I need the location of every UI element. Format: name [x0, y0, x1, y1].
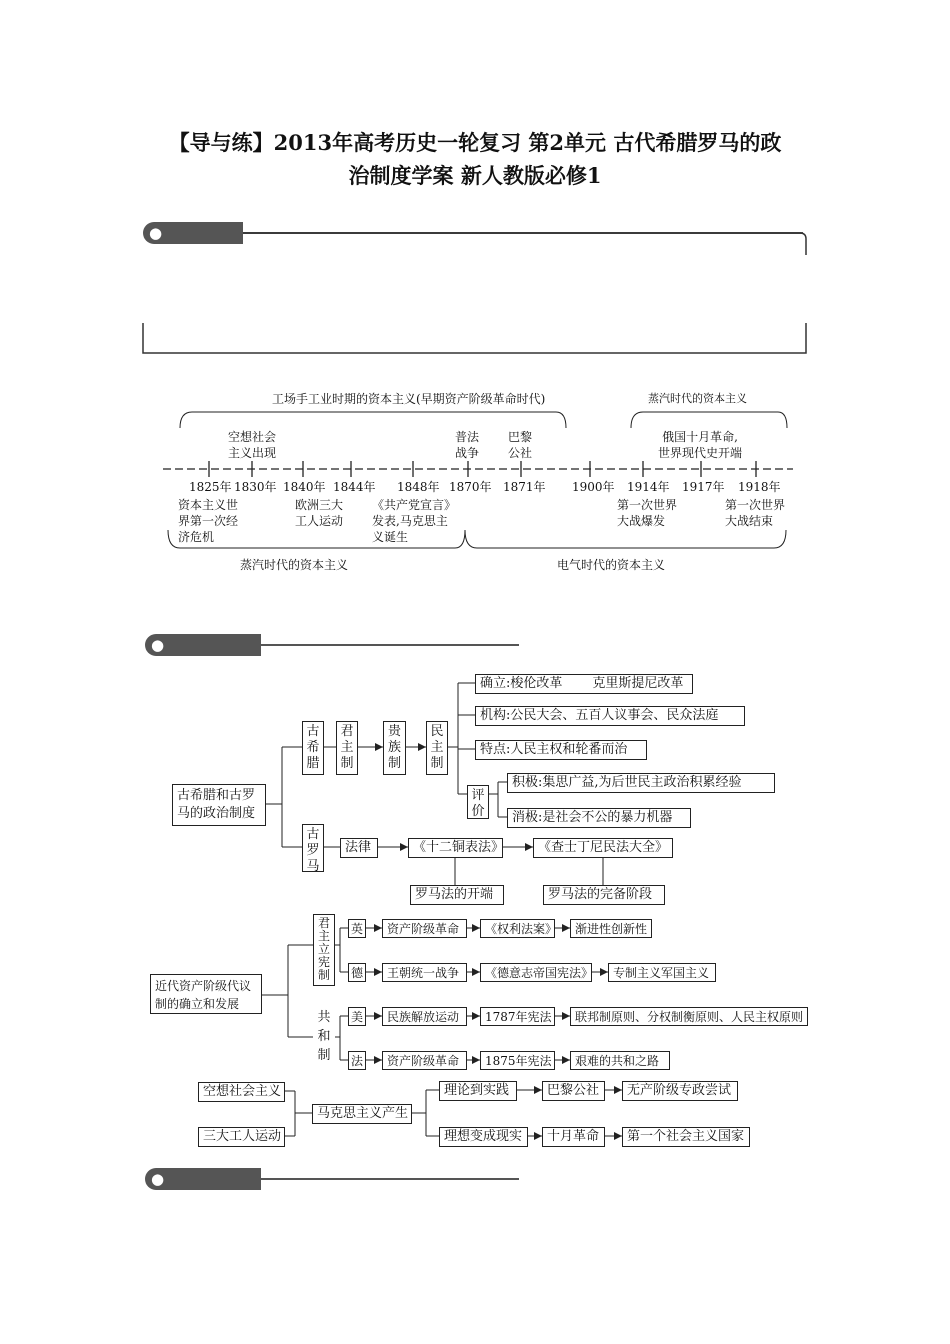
- era-top-left: 工场手工业时期的资本主义(早期资产阶级革命时代): [272, 392, 546, 406]
- year-label: 1830年: [234, 480, 277, 494]
- year-label: 1917年: [682, 480, 725, 494]
- year-label: 1844年: [333, 480, 376, 494]
- document-box: 《德意志帝国宪法》: [480, 963, 592, 982]
- event-above: 俄国十月革命, 世界现代史开端: [657, 430, 742, 460]
- section-framework-text: 框架结构: [151, 658, 171, 742]
- doc-title-line1: 【导与练】2013年高考历史一轮复习 第2单元 古代希腊罗马的政: [168, 130, 782, 155]
- rome-box: 古 罗 马: [302, 824, 324, 872]
- event-above: 普法 战争: [454, 430, 479, 460]
- event-above: 空想社会 主义出现: [227, 430, 276, 460]
- bullet-icon: ●: [151, 636, 169, 654]
- features-box: 特点:人民主权和轮番而治: [475, 740, 647, 760]
- root-ancient: 古希腊和古罗 马的政治制度: [172, 784, 266, 826]
- positive-box: 积极:集思广益,为后世民主政治积累经验: [507, 773, 775, 793]
- era-bottom-left: 蒸汽时代的资本主义: [240, 558, 349, 572]
- monarchy-box: 君 主 制: [336, 721, 358, 775]
- law-start-box: 罗马法的开端: [410, 885, 504, 905]
- evaluation-box: 评 价: [467, 785, 489, 819]
- result-box: 联邦制原则、分权制衡原则、人民主权原则: [570, 1007, 808, 1026]
- country-box: 美: [348, 1007, 366, 1026]
- aristocracy-box: 贵 族 制: [383, 721, 406, 775]
- root-modern: 近代资产阶级代议 制的确立和发展: [150, 974, 262, 1014]
- greece-box: 古 希 腊: [302, 721, 324, 775]
- event-below: 欧洲三大 工人运动: [295, 498, 344, 528]
- year-label: 1871年: [503, 480, 546, 494]
- event-box: 资产阶级革命: [382, 1051, 467, 1070]
- theory-practice-box: 理论到实践: [439, 1081, 517, 1101]
- era-top-right: 蒸汽时代的资本主义: [648, 392, 747, 405]
- result-box: 专制主义军国主义: [608, 963, 716, 982]
- const-monarchy-box: 君 主 立 宪 制: [313, 914, 335, 986]
- law-complete-box: 罗马法的完备阶段: [543, 885, 665, 905]
- first-socialist-box: 第一个社会主义国家: [622, 1127, 750, 1147]
- section-timespace-text: 时空定位: [149, 246, 169, 330]
- event-box: 民族解放运动: [382, 1007, 467, 1026]
- event-above: 巴黎 公社: [507, 430, 532, 460]
- event-below: 第一次世界 大战结束: [725, 498, 786, 528]
- event-below: 第一次世界 大战爆发: [617, 498, 678, 528]
- year-label: 1840年: [283, 480, 326, 494]
- section-framework-label: [151, 634, 171, 742]
- twelve-tables-box: 《十二铜表法》: [408, 838, 503, 858]
- organs-box: 机构:公民大会、五百人议事会、民众法庭: [475, 706, 745, 726]
- era-bottom-right: 电气时代的资本主义: [557, 558, 666, 572]
- establish-text-2: 克里斯提尼改革: [592, 676, 684, 691]
- workers-box: 三大工人运动: [198, 1127, 285, 1147]
- october-box: 十月革命: [542, 1127, 605, 1147]
- republic-box: 共 和 制: [313, 1006, 335, 1070]
- year-label: 1870年: [449, 480, 492, 494]
- year-label: 1914年: [627, 480, 670, 494]
- section-line: [261, 1178, 519, 1180]
- year-label: 1900年: [572, 480, 615, 494]
- year-label: 1825年: [189, 480, 232, 494]
- bullet-icon: ●: [149, 224, 167, 242]
- doc-title-line2: 治制度学案 新人教版必修1: [348, 163, 602, 188]
- event-box: 资产阶级革命: [382, 919, 467, 938]
- year-label: 1918年: [738, 480, 781, 494]
- section-topic-text: 专题连线: [151, 1192, 171, 1276]
- document-box: 《权利法案》: [480, 919, 555, 938]
- section-topic-label: [151, 1168, 171, 1276]
- establish-text: 确立:梭伦改革: [480, 676, 563, 691]
- negative-box: 消极:是社会不公的暴力机器: [507, 808, 691, 828]
- utopian-box: 空想社会主义: [198, 1082, 285, 1102]
- ideal-reality-box: 理想变成现实: [439, 1127, 528, 1147]
- democracy-box: 民 主 制: [426, 721, 448, 775]
- paris-box: 巴黎公社: [542, 1081, 605, 1101]
- event-below: 资本主义世 界第一次经 济危机: [178, 498, 239, 544]
- establish-box: [475, 674, 693, 694]
- law-box: 法律: [340, 838, 378, 858]
- country-box: 法: [348, 1051, 366, 1070]
- result-box: 艰难的共和之路: [570, 1051, 670, 1070]
- year-label: 1848年: [397, 480, 440, 494]
- bullet-icon: ●: [151, 1170, 169, 1188]
- proletarian-box: 无产阶级专政尝试: [622, 1081, 738, 1101]
- result-box: 渐进性创新性: [570, 919, 652, 938]
- section-line: [261, 644, 519, 646]
- event-below: 《共产党宣言》 发表,马克思主 义诞生: [372, 498, 457, 544]
- country-box: 德: [348, 963, 366, 982]
- corpus-box: 《查士丁尼民法大全》: [533, 838, 673, 858]
- document-box: 1787年宪法: [480, 1007, 555, 1026]
- country-box: 英: [348, 919, 366, 938]
- event-box: 王朝统一战争: [382, 963, 467, 982]
- marxism-box: 马克思主义产生: [312, 1104, 412, 1124]
- document-box: 1875年宪法: [480, 1051, 555, 1070]
